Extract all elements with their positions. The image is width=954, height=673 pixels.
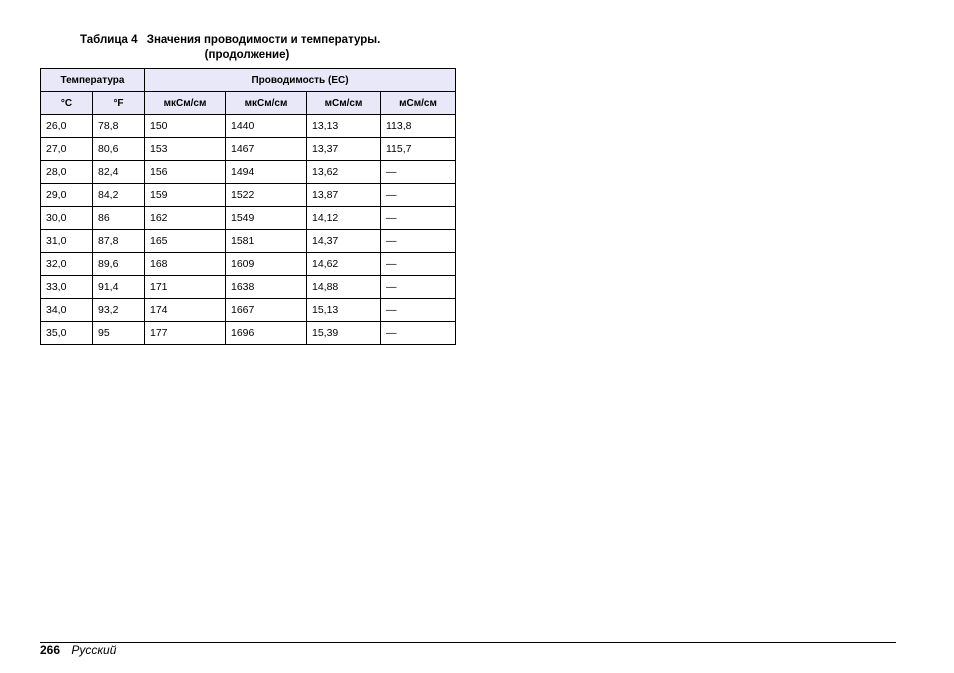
header-unit-uscm-2: мкСм/см [226, 92, 307, 115]
table-cell: 28,0 [41, 161, 93, 184]
table-cell: 159 [145, 184, 226, 207]
table-cell: 86 [93, 207, 145, 230]
header-unit-uscm-1: мкСм/см [145, 92, 226, 115]
table-row [41, 184, 456, 207]
table-row [41, 253, 456, 276]
table-cell: — [381, 184, 456, 207]
table-cell: 156 [145, 161, 226, 184]
table-cell: — [381, 276, 456, 299]
table-cell: 26,0 [41, 115, 93, 138]
table-cell: 15,13 [307, 299, 381, 322]
footer-language: Русский [71, 643, 117, 657]
table-cell: 13,37 [307, 138, 381, 161]
table-cell: 14,88 [307, 276, 381, 299]
table-row [41, 115, 456, 138]
table-cell: 29,0 [41, 184, 93, 207]
footer-divider [40, 642, 896, 643]
table-cell: 32,0 [41, 253, 93, 276]
table-cell: 1549 [226, 207, 307, 230]
table-cell: 14,37 [307, 230, 381, 253]
table-cell: 174 [145, 299, 226, 322]
table-cell: 27,0 [41, 138, 93, 161]
header-unit-mscm-2: мСм/см [381, 92, 456, 115]
table-cell: 1494 [226, 161, 307, 184]
table-cell: 80,6 [93, 138, 145, 161]
table-cell: — [381, 299, 456, 322]
table-row [41, 138, 456, 161]
table-cell: 95 [93, 322, 145, 345]
table-row [41, 276, 456, 299]
table-cell: 13,13 [307, 115, 381, 138]
table-cell: 84,2 [93, 184, 145, 207]
table-cell: 177 [145, 322, 226, 345]
table-cell: 1638 [226, 276, 307, 299]
table-row [41, 207, 456, 230]
table-cell: 35,0 [41, 322, 93, 345]
conductivity-temperature-table [40, 68, 456, 345]
table-cell: 13,87 [307, 184, 381, 207]
page-number: 266 [40, 643, 61, 657]
table-cell: 93,2 [93, 299, 145, 322]
table-cell: 1667 [226, 299, 307, 322]
caption-number: Таблица 4 [80, 34, 138, 46]
header-unit-celsius: °C [41, 92, 93, 115]
table-cell: 171 [145, 276, 226, 299]
table-cell: 30,0 [41, 207, 93, 230]
table-cell: — [381, 230, 456, 253]
caption-title-line [40, 33, 454, 48]
header-unit-fahrenheit: °F [93, 92, 145, 115]
table-cell: — [381, 161, 456, 184]
table-cell: 13,62 [307, 161, 381, 184]
table-cell: 113,8 [381, 115, 456, 138]
table-cell: — [381, 253, 456, 276]
table-cell: 87,8 [93, 230, 145, 253]
table-row [41, 230, 456, 253]
table-cell: 1581 [226, 230, 307, 253]
table-row [41, 161, 456, 184]
table-cell: 14,62 [307, 253, 381, 276]
table-cell: 1467 [226, 138, 307, 161]
table-cell: 1609 [226, 253, 307, 276]
unit-header-row [41, 92, 456, 115]
table-cell: 34,0 [41, 299, 93, 322]
header-unit-mscm-1: мСм/см [307, 92, 381, 115]
table-cell: — [381, 322, 456, 345]
table-cell: 31,0 [41, 230, 93, 253]
table-cell: 1522 [226, 184, 307, 207]
table-cell: 168 [145, 253, 226, 276]
caption-title: Значения проводимости и температуры. [146, 34, 381, 46]
caption-continued: (продолжение) [204, 49, 290, 61]
header-conductivity: Проводимость (EC) [145, 69, 456, 92]
table-cell: — [381, 207, 456, 230]
table-cell: 89,6 [93, 253, 145, 276]
table-row [41, 299, 456, 322]
table-cell: 91,4 [93, 276, 145, 299]
table-cell: 165 [145, 230, 226, 253]
table-cell: 1696 [226, 322, 307, 345]
table-cell: 115,7 [381, 138, 456, 161]
table-cell: 33,0 [41, 276, 93, 299]
table-caption [40, 33, 454, 63]
table-cell: 153 [145, 138, 226, 161]
table-cell: 15,39 [307, 322, 381, 345]
table-cell: 14,12 [307, 207, 381, 230]
header-temperature: Температура [41, 69, 145, 92]
table-cell: 82,4 [93, 161, 145, 184]
page-footer [40, 643, 116, 658]
table-cell: 1440 [226, 115, 307, 138]
table-cell: 162 [145, 207, 226, 230]
table-cell: 78,8 [93, 115, 145, 138]
table-row [41, 322, 456, 345]
table-cell: 150 [145, 115, 226, 138]
group-header-row [41, 69, 456, 92]
